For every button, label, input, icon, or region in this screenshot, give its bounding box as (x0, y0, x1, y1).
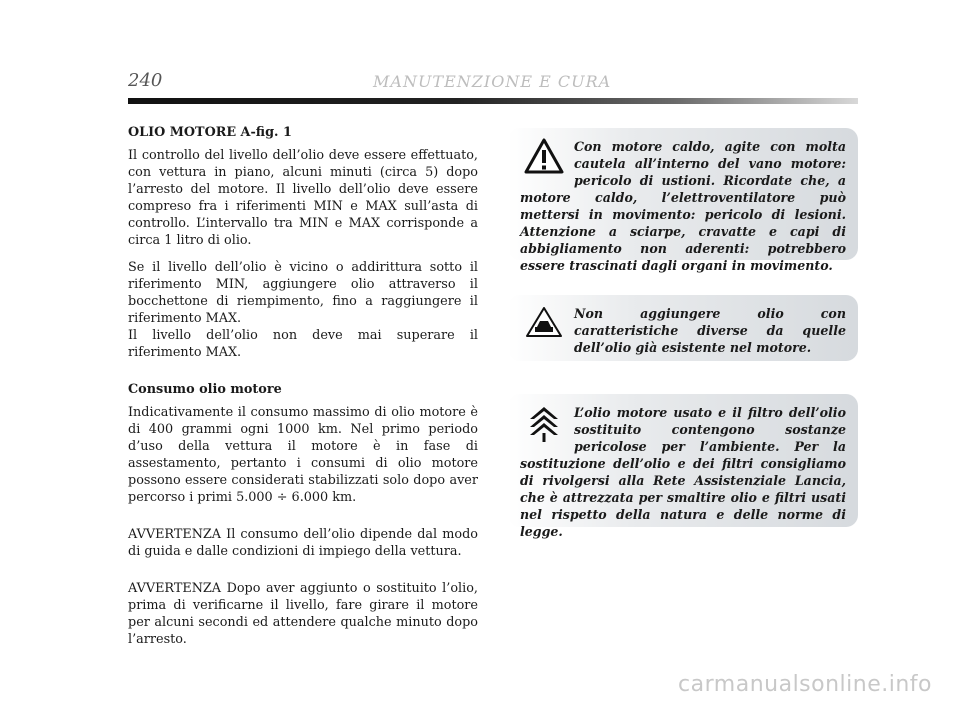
watermark: carmanualsonline.info (678, 672, 932, 697)
environment-note-text: L’olio motore usato e il filtro dell’olio sostituito contengono sostanze pericolose per l’ambiente. Per la sostituzione dell’olio e dei filtri consigliamo di rivolgersi alla Rete Assistenziale Lancia, che è attrezzata per smaltire olio e filtri usati nel rispetto della natura e delle norme di legge. (520, 405, 846, 539)
paragraph-warning-consumption: AVVERTENZA Il consumo dell’olio dipende dal modo di guida e dalle condizioni di impiego della vettura. (128, 527, 478, 559)
warning-note-box (508, 128, 858, 273)
paragraph-oil-check: Il controllo del livello dell’olio deve essere effettuato, con vettura in piano, alcuni minuti (circa 5) dopo l’arresto del motore. Il livello dell’olio deve essere compreso fra i riferimenti MIN e MAX sull’asta di controllo. L’intervallo tra MIN e MAX corrisponde a circa 1 litro di olio. (128, 148, 478, 248)
paragraph-warning-refill: AVVERTENZA Dopo aver aggiunto o sostituito l’olio, prima di verificarne il livello, fare girare il motore per alcuni secondi ed attendere qualche minuto dopo l’arresto. (128, 581, 478, 647)
section-title: MANUTENZIONE E CURA (373, 72, 612, 91)
caution-triangle-icon (520, 305, 568, 349)
section-heading: OLIO MOTORE A-fig. 1 (128, 125, 292, 140)
main-text-column (128, 124, 478, 658)
page-header (128, 70, 858, 92)
warning-triangle-icon (520, 138, 568, 182)
environment-tree-icon (520, 404, 568, 448)
environment-note-box (508, 394, 858, 539)
page-number: 240 (128, 70, 163, 91)
paragraph-oil-consumption: Indicativamente il consumo massimo di olio motore è di 400 grammi ogni 1000 km. Nel primo periodo d’uso della vettura il motore è in fase di assestamento, pertanto i consumi di olio motore possono essere considerati stabilizzati solo dopo aver percorso i primi 5.000 ÷ 6.000 km. (128, 405, 478, 505)
subsection-heading: Consumo olio motore (128, 382, 282, 397)
caution-note-text: Non aggiungere olio con caratteristiche diverse da quelle dell’olio già esistente nel motore. (574, 306, 846, 355)
paragraph-oil-low: Se il livello dell’olio è vicino o addirittura sotto il riferimento MIN, aggiungere olio attraverso il bocchettone di riempimento, fino a raggiungere il riferimento MAX. (128, 260, 478, 326)
header-rule (128, 98, 858, 104)
warning-note-text: Con motore caldo, agite con molta cautela all’interno del vano motore: pericolo di ustioni. Ricordate che, a motore caldo, l’elettroventilatore può mettersi in movimento: pericolo di lesioni. Attenzione a sciarpe, cravatte e capi di abbigliamento non aderenti: potrebbero essere trascinati dagli organi in movimento. (520, 139, 846, 273)
paragraph-oil-max: Il livello dell’olio non deve mai superare il riferimento MAX. (128, 328, 478, 360)
caution-note-box (508, 295, 858, 361)
